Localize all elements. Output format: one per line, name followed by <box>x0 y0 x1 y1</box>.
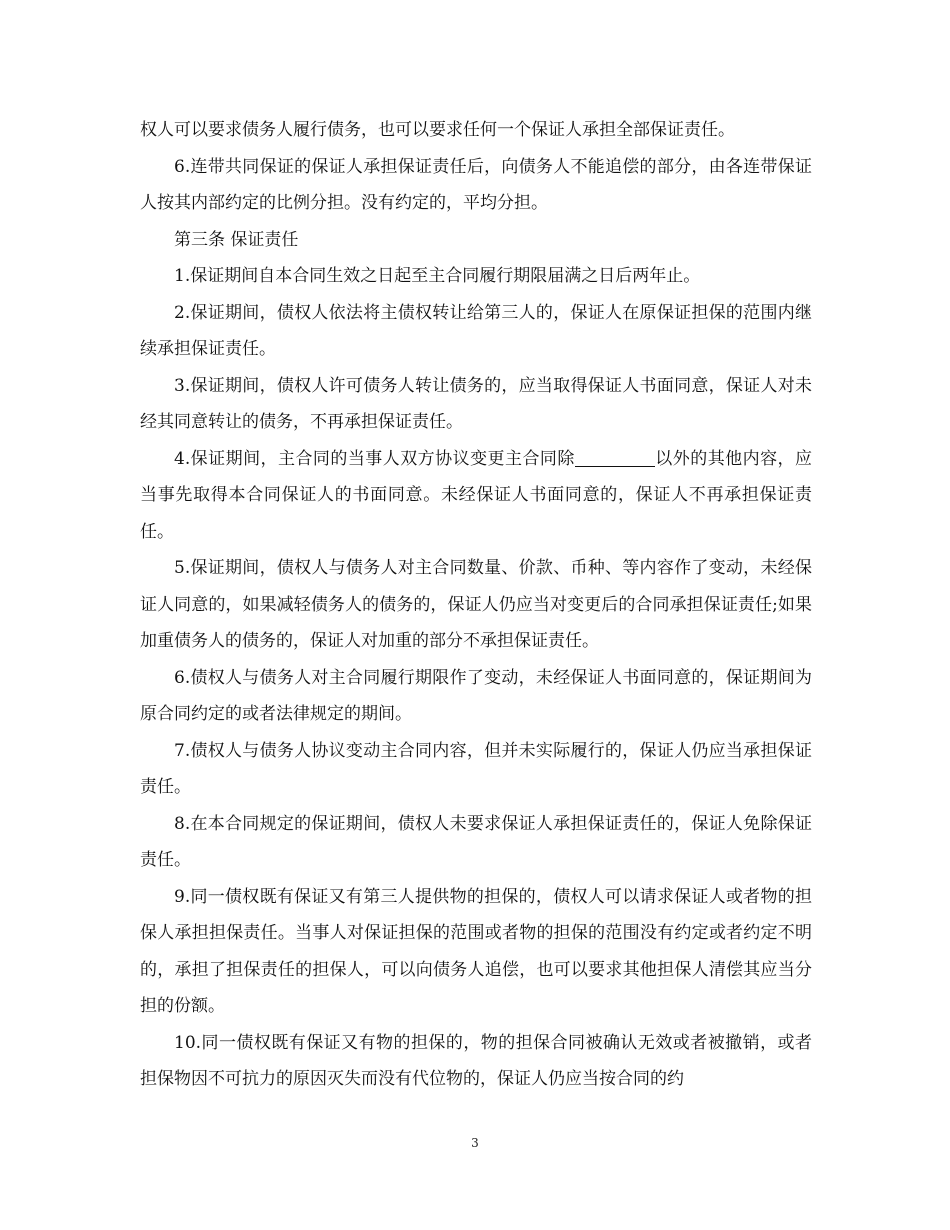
paragraph-clause-6: 6.连带共同保证的保证人承担保证责任后，向债务人不能追偿的部分，由各连带保证人按其内部约定的比例分担。没有约定的，平均分担。 <box>140 156 812 213</box>
paragraph-item-8: 8.在本合同规定的保证期间，债权人未要求保证人承担保证责任的，保证人免除保证责任。 <box>140 813 812 870</box>
item-4-text-before-blank: 4.保证期间，主合同的当事人双方协议变更主合同除 <box>174 448 575 469</box>
paragraph-item-4 <box>140 441 812 551</box>
document-body <box>140 112 812 1098</box>
paragraph-item-10: 10.同一债权既有保证又有物的担保的，物的担保合同被确认无效或者被撤销，或者担保物因不可抗力的原因灭失而没有代位物的，保证人仍应当按合同的约 <box>140 1032 812 1089</box>
paragraph-item-6: 6.债权人与债务人对主合同履行期限作了变动，未经保证人书面同意的，保证期间为原合同约定的或者法律规定的期间。 <box>140 667 812 724</box>
paragraph-item-2: 2.保证期间，债权人依法将主债权转让给第三人的，保证人在原保证担保的范围内继续承担保证责任。 <box>140 302 812 359</box>
paragraph-continuation: 权人可以要求债务人履行债务，也可以要求任何一个保证人承担全部保证责任。 <box>140 120 735 140</box>
paragraph-item-9: 9.同一债权既有保证又有第三人提供物的担保的，债权人可以请求保证人或者物的担保人承担担保责任。当事人对保证担保的范围或者物的担保的范围没有约定或者约定不明的，承担了担保责任的担保人，可以向债务人追偿，也可以要求其他担保人清偿其应当分担的份额。 <box>140 886 812 1016</box>
paragraph-item-1: 1.保证期间自本合同生效之日起至主合同履行期限届满之日后两年止。 <box>174 266 701 286</box>
section-heading: 第三条 保证责任 <box>174 229 299 250</box>
paragraph-item-7: 7.债权人与债务人协议变动主合同内容，但并未实际履行的，保证人仍应当承担保证责任。 <box>140 740 812 797</box>
paragraph-item-3: 3.保证期间，债权人许可债务人转让债务的，应当取得保证人书面同意，保证人对未经其同意转让的债务，不再承担保证责任。 <box>140 375 812 432</box>
page-number: 3 <box>471 1136 479 1150</box>
item-4-text-after-blank: 以外的其他内容，应当事先取得本合同保证人的书面同意。未经保证人书面同意的，保证人不再承担保证责任。 <box>140 448 813 542</box>
fill-in-blank <box>575 448 655 467</box>
paragraph-item-5: 5.保证期间，债权人与债务人对主合同数量、价款、币种、等内容作了变动，未经保证人同意的，如果减轻债务人的债务的，保证人仍应当对变更后的合同承担保证责任;如果加重债务人的债务的，保证人对加重的部分不承担保证责任。 <box>140 558 812 651</box>
